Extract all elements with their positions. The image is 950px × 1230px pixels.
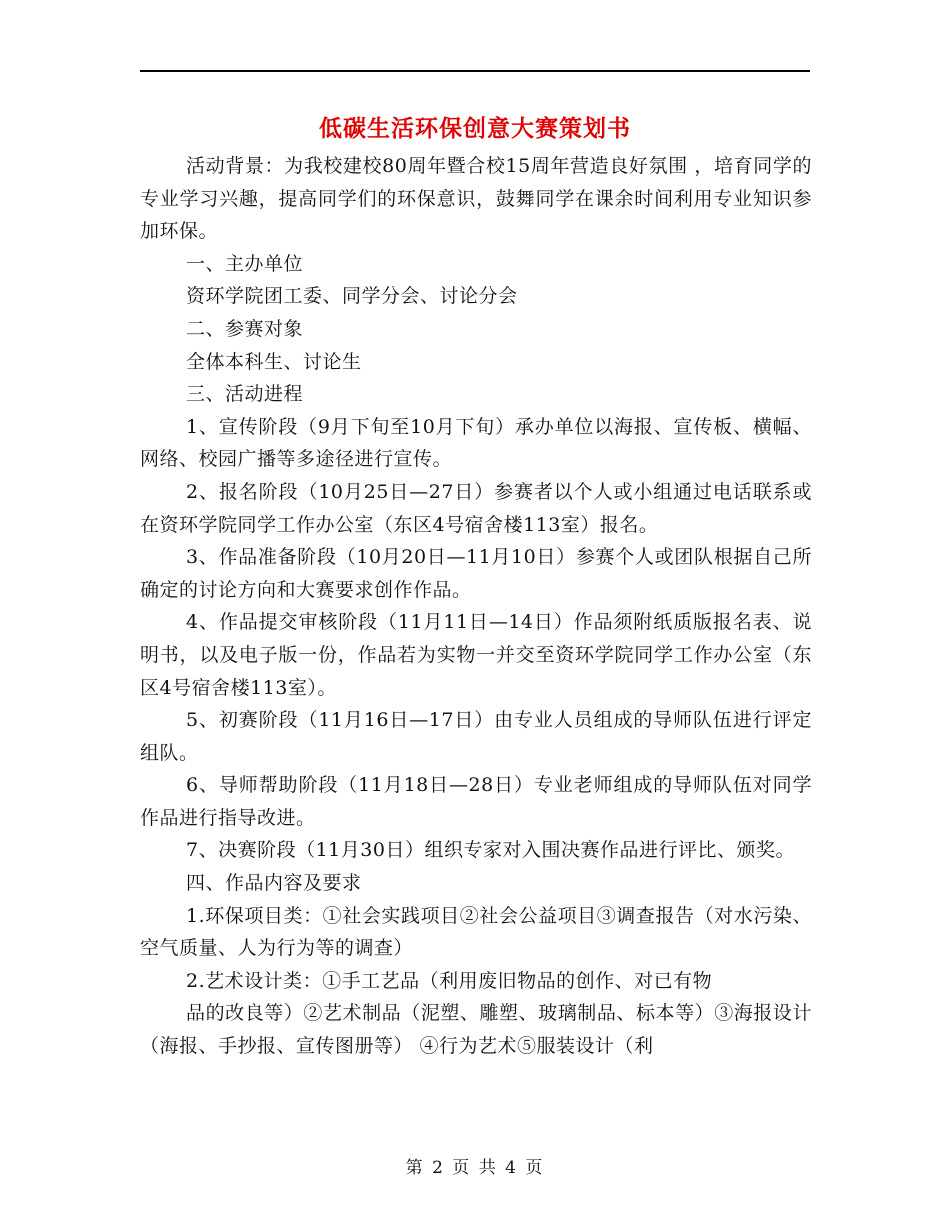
paragraph: 活动背景：为我校建校80周年暨合校15周年营造良好氛围 ，培育同学的专业学习兴趣，提高同学们的环保意识，鼓舞同学在课余时间利用专业知识参加环保。	[140, 155, 812, 243]
header-rule	[140, 70, 810, 72]
list-item: 6、导师帮助阶段（11月18日—28日）专业老师组成的导师队伍对同学作品进行指导改进。	[140, 774, 812, 829]
section-heading: 一、主办单位	[186, 252, 304, 275]
list-item-continuation: 品的改良等）②艺术制品（泥塑、雕塑、玻璃制品、标本等）③海报设计（海报、手抄报、宣传图册等） ④行为艺术⑤服装设计（利	[140, 1002, 812, 1058]
list-item: 7、决赛阶段（11月30日）组织专家对入围决赛作品进行评比、颁奖。	[186, 839, 795, 862]
section-heading: 二、参赛对象	[186, 317, 304, 340]
paragraph: 全体本科生、讨论生	[186, 350, 362, 373]
document-body	[140, 150, 812, 1063]
list-item: 2、报名阶段（10月25日—27日）参赛者以个人或小组通过电话联系或在资环学院同学工作办公室（东区4号宿舍楼113室）报名。	[140, 480, 812, 536]
page-number: 第 2 页 共 4 页	[405, 1158, 545, 1178]
paragraph: 资环学院团工委、同学分会、讨论分会	[186, 285, 518, 308]
list-item: 3、作品准备阶段（10月20日—11月10日）参赛个人或团队根据自己所确定的讨论方向和大赛要求创作作品。	[140, 546, 812, 601]
list-item: 5、初赛阶段（11月16日—17日）由专业人员组成的导师队伍进行评定组队。	[140, 709, 812, 764]
list-item: 4、作品提交审核阶段（11月11日—14日）作品须附纸质版报名表、说明书，以及电子版一份，作品若为实物一并交至资环学院同学工作办公室（东区4号宿舍楼113室）。	[140, 611, 812, 699]
section-heading: 四、作品内容及要求	[186, 872, 362, 895]
list-item: 2.艺术设计类：①手工艺品（利用废旧物品的创作、对已有物	[186, 969, 713, 992]
list-item: 1.环保项目类：①社会实践项目②社会公益项目③调查报告（对水污染、空气质量、人为行为等的调查）	[140, 904, 812, 960]
section-heading: 三、活动进程	[186, 383, 304, 406]
list-item: 1、宣传阶段（9月下旬至10月下旬）承办单位以海报、宣传板、横幅、网络、校园广播等多途径进行宣传。	[140, 415, 812, 471]
document-title: 低碳生活环保创意大赛策划书	[319, 115, 631, 142]
